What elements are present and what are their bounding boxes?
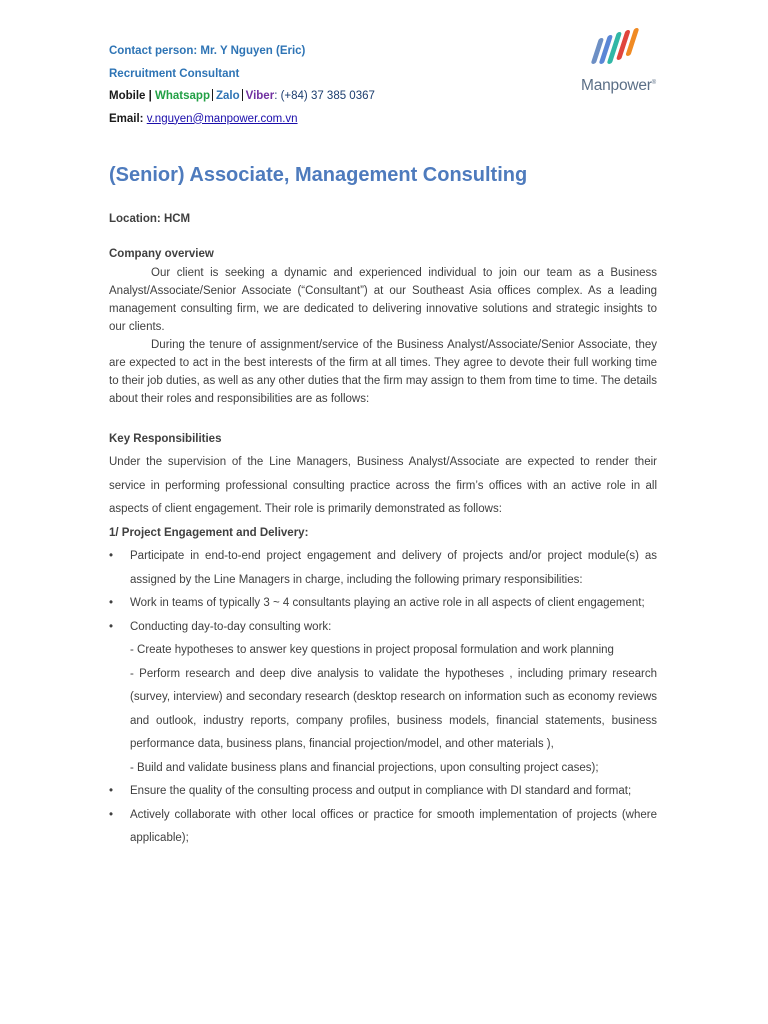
bullet-glyph: •: [109, 597, 114, 609]
page-title: (Senior) Associate, Management Consulting: [109, 164, 528, 186]
list-item: • Ensure the quality of the consulting process and output in compliance with DI standard and format;: [109, 780, 657, 804]
sub-item: - Build and validate business plans and financial projections, upon consulting project cases);: [130, 761, 599, 774]
responsibilities-list: [109, 545, 657, 851]
company-overview-text: [109, 264, 657, 408]
company-overview-heading: Company overview: [109, 248, 214, 260]
list-item: • Participate in end-to-end project engagement and delivery of projects and/or project module(s) as assigned by the Line Managers in charge, including the following primary responsibilities:: [109, 545, 657, 592]
list-item: • Actively collaborate with other local offices or practice for smooth implementation of projects (where applicable);: [109, 804, 657, 851]
bullet-glyph: •: [109, 620, 114, 633]
whatsapp-label: Whatsapp: [155, 90, 210, 102]
bullet-glyph: •: [109, 550, 114, 562]
logo-wordmark: Manpower®: [581, 77, 657, 94]
sub-item: - Create hypotheses to answer key questions in project proposal formulation and work planning: [130, 644, 614, 656]
contact-mobile-line: [109, 88, 549, 111]
section-heading-project-engagement: 1/ Project Engagement and Delivery:: [109, 526, 309, 539]
overview-paragraph-2: During the tenure of assignment/service of the Business Analyst/Associate/Senior Associate, they are expected to act in the best interests of the firm at all times. They agree to devote their full working time to their job duties, as well as any other duties that the firm may assign to them from time to time. The details about their roles and responsibilities are as follows:: [109, 339, 657, 405]
contact-person: Contact person: Mr. Y Nguyen (Eric): [109, 45, 306, 57]
location-label: Location: HCM: [109, 213, 191, 225]
list-item: • Work in teams of typically 3 ~ 4 consultants playing an active role in all aspects of client engagement;: [109, 592, 657, 616]
sub-item: - Perform research and deep dive analysis to validate the hypotheses , including primary research (survey, interview) and secondary research (desktop research on information such as economy reviews and outlook, industry reports, company profiles, business models, financial statements, business performance data, business plans, financial projection/model, and other materials ),: [130, 667, 657, 750]
responsibilities-intro: Under the supervision of the Line Managers, Business Analyst/Associate are expected to render their service in performing professional consulting practice across the firm’s offices with an active role in all aspects of client engagement. Their role is primarily demonstrated as follows:: [109, 456, 657, 515]
separator: [242, 89, 243, 101]
bullet-glyph: •: [109, 808, 114, 821]
overview-paragraph-1: Our client is seeking a dynamic and experienced individual to join our team as a Business Analyst/Associate/Senior Associate (“Consultant”) at our Southeast Asia offices complex. As a leading management consulting firm, we are dedicated to delivering innovative solutions and strategic insights to our clients.: [109, 267, 657, 333]
separator: [212, 89, 213, 101]
list-item: • Conducting day-to-day consulting work: - Create hypotheses to answer key questions in project proposal formulation and work planning - Perform research and deep dive analysis to validate the hypotheses , including primary research (survey, interview) and secondary research (desktop research on information such as economy reviews and outlook, industry reports, company profiles, business models, financial statements, business performance data, business plans, financial projection/model, and other materials ), - Build and validate business plans and financial projections, upon consulting project cases);: [109, 616, 657, 781]
bullet-glyph: •: [109, 785, 114, 797]
zalo-label: Zalo: [215, 90, 240, 102]
viber-label: Viber: [245, 90, 275, 102]
contact-role: Recruitment Consultant: [109, 67, 240, 80]
contact-email-line: [109, 111, 549, 134]
key-responsibilities-body: [109, 451, 657, 851]
mobile-label: Mobile |: [109, 90, 152, 102]
phone-number: : (+84) 37 385 0367: [274, 90, 375, 102]
key-responsibilities-heading: Key Responsibilities: [109, 433, 222, 445]
email-link[interactable]: v.nguyen@manpower.com.vn: [146, 112, 298, 125]
contact-block: [109, 43, 549, 133]
email-label: Email:: [109, 112, 144, 125]
